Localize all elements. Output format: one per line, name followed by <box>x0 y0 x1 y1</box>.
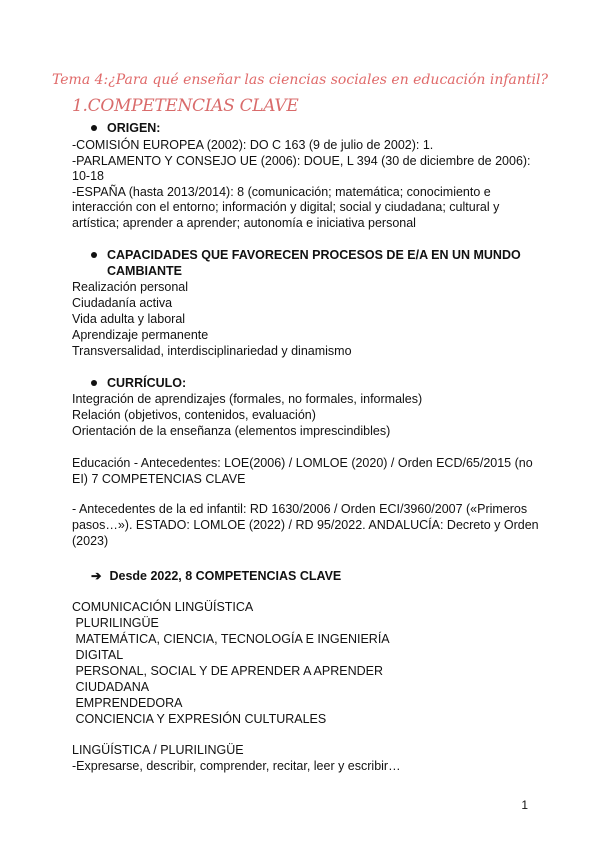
competencia-item: CIUDADANA <box>72 680 150 694</box>
curriculo-item: Orientación de la enseñanza (elementos imprescindibles) <box>72 424 391 438</box>
bullet-curriculo <box>91 375 186 391</box>
origen-line: artística; aprender a aprender; autonomía e iniciativa personal <box>72 216 416 230</box>
educacion-antecedentes-line: EI) 7 COMPETENCIAS CLAVE <box>72 472 246 486</box>
section-heading: 1.COMPETENCIAS CLAVE <box>72 96 299 116</box>
capacidad-item: Transversalidad, interdisciplinariedad y dinamismo <box>72 344 352 358</box>
infantil-antecedentes-line: - Antecedentes de la ed infantil: RD 1630/2006 / Orden ECI/3960/2007 («Primeros <box>72 502 528 516</box>
origen-line: -COMISIÓN EUROPEA (2002): DO C 163 (9 de julio de 2002): 1. <box>72 138 434 152</box>
bullet-capacidades-label-cont: CAMBIANTE <box>107 264 182 278</box>
capacidad-item: Vida adulta y laboral <box>72 312 186 326</box>
bullet-dot <box>91 125 97 131</box>
competencia-item: PLURILINGÜE <box>72 616 159 630</box>
origen-line: 10-18 <box>72 169 104 183</box>
competencia-item: MATEMÁTICA, CIENCIA, TECNOLOGÍA E INGENIERÍA <box>72 632 390 646</box>
bullet-dot <box>91 252 97 258</box>
capacidad-item: Aprendizaje permanente <box>72 328 209 342</box>
origen-line: -PARLAMENTO Y CONSEJO UE (2006): DOUE, L 394 (30 de diciembre de 2006): <box>72 154 531 168</box>
linguistica-line: -Expresarse, describir, comprender, recitar, leer y escribir… <box>72 759 401 773</box>
bullet-origen-label: ORIGEN: <box>107 121 161 135</box>
competencia-item: CONCIENCIA Y EXPRESIÓN CULTURALES <box>72 712 327 726</box>
infantil-antecedentes-line: pasos…»). ESTADO: LOMLOE (2022) / RD 95/2022. ANDALUCÍA: Decreto y Orden <box>72 518 539 532</box>
competencia-item: EMPRENDEDORA <box>72 696 183 710</box>
capacidad-item: Realización personal <box>72 280 189 294</box>
competencia-item: PERSONAL, SOCIAL Y DE APRENDER A APRENDER <box>72 664 383 678</box>
page-number: 1 <box>521 798 528 812</box>
competencia-item: COMUNICACIÓN LINGÜÍSTICA <box>72 600 254 614</box>
desde-2022-item <box>91 568 341 584</box>
origen-line: -ESPAÑA (hasta 2013/2014): 8 (comunicación; matemática; conocimiento e <box>72 185 491 199</box>
infantil-antecedentes-line: (2023) <box>72 534 109 548</box>
bullet-capacidades-label: CAPACIDADES QUE FAVORECEN PROCESOS DE E/A EN UN MUNDO <box>107 248 521 262</box>
arrow-icon: ➔ <box>91 569 102 583</box>
desde-2022-label: Desde 2022, 8 COMPETENCIAS CLAVE <box>109 569 342 583</box>
bullet-origen <box>91 120 160 136</box>
capacidad-item: Ciudadanía activa <box>72 296 173 310</box>
curriculo-item: Integración de aprendizajes (formales, no formales, informales) <box>72 392 423 406</box>
bullet-dot <box>91 380 97 386</box>
linguistica-heading: LINGÜÍSTICA / PLURILINGÜE <box>72 743 244 757</box>
bullet-capacidades <box>91 247 521 263</box>
bullet-curriculo-label: CURRÍCULO: <box>107 376 187 390</box>
curriculo-item: Relación (objetivos, contenidos, evaluación) <box>72 408 316 422</box>
competencia-item: DIGITAL <box>72 648 124 662</box>
origen-line: interacción con el entorno; información y digital; social y ciudadana; cultural y <box>72 200 500 214</box>
educacion-antecedentes-line: Educación - Antecedentes: LOE(2006) / LOMLOE (2020) / Orden ECD/65/2015 (no <box>72 456 533 470</box>
document-title: Tema 4:¿Para qué enseñar las ciencias sociales en educación infantil? <box>52 72 548 88</box>
